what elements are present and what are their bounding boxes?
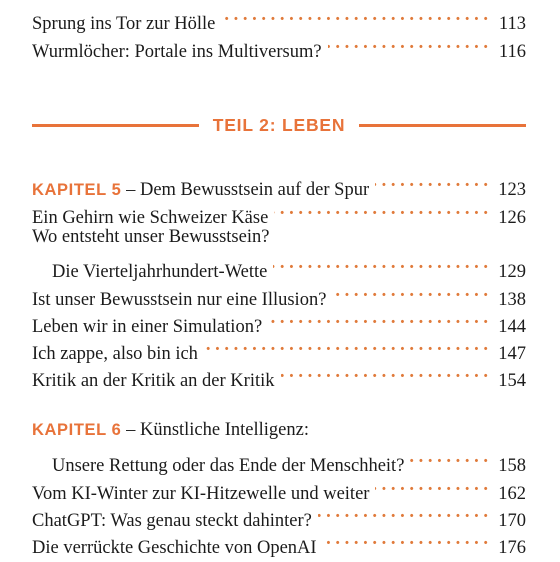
dot-leader <box>204 331 488 359</box>
toc-entry-title: Sprung ins Tor zur Hölle <box>32 14 216 34</box>
chapter-page: 123 <box>498 180 526 200</box>
toc-entry-title: Wo entsteht unser Bewusstsein? <box>32 227 270 247</box>
toc-entry-title: Die verrückte Geschichte von OpenAI <box>32 538 317 558</box>
dot-leader <box>273 249 488 277</box>
chapter-heading[interactable] <box>32 167 526 200</box>
dot-leader <box>328 29 488 57</box>
dot-leader <box>274 195 488 223</box>
toc-entry[interactable] <box>32 1 526 34</box>
toc-entry-page: 129 <box>498 262 526 282</box>
chapter-heading-continuation[interactable] <box>52 443 526 476</box>
toc-entry-title: Wurmlöcher: Portale ins Multiversum? <box>32 42 322 62</box>
chapter-title: – Dem Bewusstsein auf der Spur <box>121 180 370 200</box>
toc-entry[interactable] <box>32 29 526 62</box>
dot-leader <box>281 358 489 386</box>
toc-entry-title: ChatGPT: Was genau steckt dahinter? <box>32 511 312 531</box>
toc-entry-page: 113 <box>498 14 526 34</box>
dot-leader <box>332 277 488 305</box>
toc-entry[interactable] <box>32 304 526 337</box>
chapter-heading[interactable] <box>32 416 526 444</box>
toc-entry-page: 176 <box>498 538 526 558</box>
toc-entry[interactable] <box>32 525 526 558</box>
toc-entry-title: Ist unser Bewusstsein nur eine Illusion? <box>32 290 327 310</box>
toc-entry-page: 116 <box>498 42 526 62</box>
chapter-label: KAPITEL 5 <box>32 181 122 199</box>
toc-entry-page: 154 <box>498 371 526 391</box>
toc-entry-title: Die Vierteljahrhundert-Wette <box>52 262 268 282</box>
chapter-title: – Künstliche Intelligenz: <box>121 420 309 440</box>
toc-entry[interactable] <box>32 277 526 310</box>
part-heading <box>32 113 526 137</box>
heading-rule-right <box>359 124 526 127</box>
toc-entry-page: 170 <box>498 511 526 531</box>
chapter-heading-title <box>32 416 309 444</box>
chapter-subtitle: Unsere Rettung oder das Ende der Menschheit? <box>52 456 405 476</box>
toc-entry-continuation[interactable] <box>52 249 526 282</box>
toc-entry-title: Ich zappe, also bin ich <box>32 344 198 364</box>
toc-entry-page: 144 <box>498 317 526 337</box>
toc-entry-page: 126 <box>498 208 526 228</box>
part-heading-label: TEIL 2: LEBEN <box>212 114 346 135</box>
chapter-page: 158 <box>498 456 526 476</box>
toc-entry[interactable] <box>32 471 526 504</box>
heading-rule-left <box>32 124 199 127</box>
toc-entry-page: 147 <box>498 344 526 364</box>
dot-leader <box>268 304 488 332</box>
toc-entry[interactable] <box>32 498 526 531</box>
chapter-label: KAPITEL 6 <box>32 421 122 439</box>
toc-entry-title: Ein Gehirn wie Schweizer Käse <box>32 208 269 228</box>
toc-entry-title: Kritik an der Kritik an der Kritik <box>32 371 275 391</box>
dot-leader <box>318 498 488 526</box>
dot-leader <box>410 443 488 471</box>
dot-leader <box>375 167 488 195</box>
toc-entry-page: 138 <box>498 290 526 310</box>
toc-entry[interactable] <box>32 223 526 251</box>
toc-entry[interactable] <box>32 358 526 391</box>
toc-entry[interactable] <box>32 331 526 364</box>
dot-leader <box>323 525 488 553</box>
toc-entry-title: Leben wir in einer Simulation? <box>32 317 263 337</box>
dot-leader <box>221 1 488 29</box>
toc-entry[interactable] <box>32 195 526 228</box>
dot-leader <box>375 471 488 499</box>
toc-entry-title: Vom KI-Winter zur KI-Hitzewelle und weiter <box>32 484 370 504</box>
toc-entry-page: 162 <box>498 484 526 504</box>
